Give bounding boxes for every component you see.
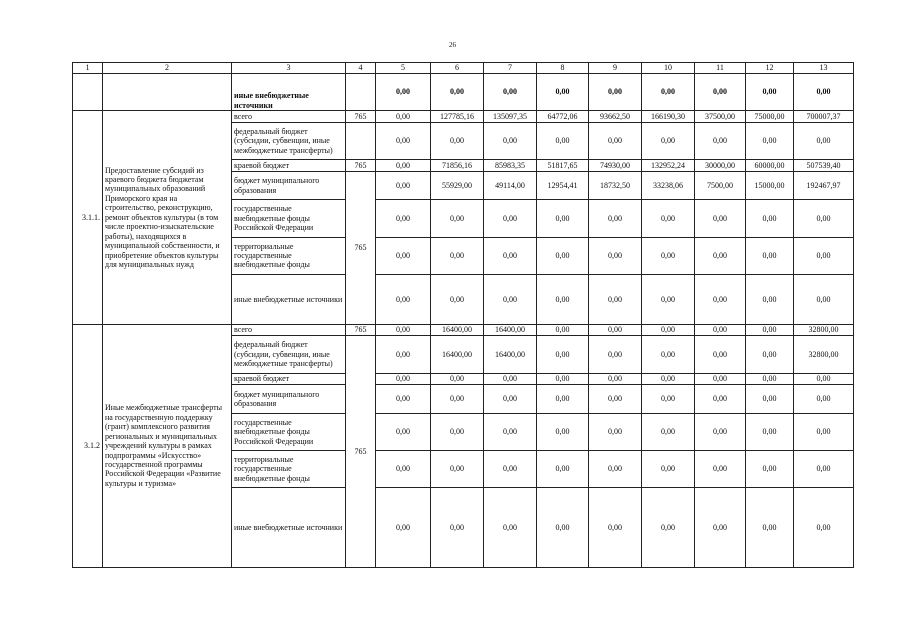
amount-cell: 135097,35	[484, 111, 537, 123]
amount-cell: 16400,00	[431, 336, 484, 373]
amount-cell: 16400,00	[431, 324, 484, 336]
amount-cell: 0,00	[589, 74, 642, 111]
amount-cell: 0,00	[695, 74, 746, 111]
funding-source: иные внебюджетные источники	[232, 274, 346, 324]
amount-cell: 0,00	[589, 336, 642, 373]
amount-cell: 0,00	[376, 74, 431, 111]
amount-cell: 0,00	[589, 413, 642, 450]
amount-cell: 0,00	[746, 122, 794, 159]
amount-cell: 0,00	[431, 274, 484, 324]
amount-cell: 0,00	[484, 385, 537, 414]
budget-code: 765	[346, 171, 376, 324]
amount-cell: 0,00	[484, 237, 537, 274]
funding-source: иные внебюджетные источники	[232, 488, 346, 568]
funding-source: иные внебюджетные источники	[232, 74, 346, 111]
amount-cell: 32800,00	[794, 336, 854, 373]
funding-source: государственные внебюджетные фонды Российской Федерации	[232, 200, 346, 237]
funding-source: всего	[232, 111, 346, 123]
budget-code	[346, 122, 376, 159]
amount-cell: 0,00	[484, 488, 537, 568]
funding-row	[73, 324, 854, 336]
amount-cell: 0,00	[642, 413, 695, 450]
amount-cell: 0,00	[537, 373, 589, 385]
amount-cell: 0,00	[431, 122, 484, 159]
column-header: 8	[537, 63, 589, 74]
amount-cell: 0,00	[376, 488, 431, 568]
amount-cell: 0,00	[484, 451, 537, 488]
amount-cell: 0,00	[746, 385, 794, 414]
amount-cell: 0,00	[642, 336, 695, 373]
amount-cell: 0,00	[589, 373, 642, 385]
amount-cell: 0,00	[642, 451, 695, 488]
amount-cell: 0,00	[589, 451, 642, 488]
funding-source: краевой бюджет	[232, 160, 346, 172]
amount-cell: 0,00	[794, 274, 854, 324]
amount-cell: 0,00	[695, 237, 746, 274]
amount-cell: 0,00	[431, 413, 484, 450]
amount-cell: 55929,00	[431, 171, 484, 200]
amount-cell: 0,00	[794, 413, 854, 450]
amount-cell: 0,00	[642, 122, 695, 159]
amount-cell: 700007,37	[794, 111, 854, 123]
amount-cell: 0,00	[589, 488, 642, 568]
amount-cell: 0,00	[695, 385, 746, 414]
budget-code: 765	[346, 336, 376, 568]
amount-cell: 0,00	[537, 122, 589, 159]
budget-table-body	[73, 63, 854, 568]
funding-row	[73, 111, 854, 123]
amount-cell: 0,00	[376, 200, 431, 237]
amount-cell: 16400,00	[484, 324, 537, 336]
amount-cell: 0,00	[537, 413, 589, 450]
column-header: 12	[746, 63, 794, 74]
amount-cell: 0,00	[695, 324, 746, 336]
amount-cell: 71856,16	[431, 160, 484, 172]
amount-cell: 0,00	[794, 74, 854, 111]
amount-cell: 0,00	[376, 160, 431, 172]
amount-cell: 0,00	[376, 336, 431, 373]
amount-cell: 0,00	[642, 373, 695, 385]
amount-cell: 0,00	[695, 336, 746, 373]
amount-cell: 0,00	[695, 122, 746, 159]
amount-cell: 93662,50	[589, 111, 642, 123]
column-header: 13	[794, 63, 854, 74]
column-header: 1	[73, 63, 103, 74]
amount-cell: 0,00	[642, 74, 695, 111]
amount-cell: 12954,41	[537, 171, 589, 200]
amount-cell: 74930,00	[589, 160, 642, 172]
amount-cell: 0,00	[746, 274, 794, 324]
amount-cell: 0,00	[376, 385, 431, 414]
amount-cell: 0,00	[484, 373, 537, 385]
funding-source: территориальные государственные внебюджетные фонды	[232, 237, 346, 274]
column-header: 4	[346, 63, 376, 74]
amount-cell: 0,00	[642, 237, 695, 274]
empty-cell	[73, 74, 103, 111]
amount-cell: 0,00	[589, 274, 642, 324]
amount-cell: 0,00	[484, 413, 537, 450]
amount-cell: 0,00	[537, 488, 589, 568]
amount-cell: 0,00	[695, 451, 746, 488]
funding-source: всего	[232, 324, 346, 336]
amount-cell: 0,00	[794, 237, 854, 274]
item-index: 3.1.2	[73, 324, 103, 567]
amount-cell: 0,00	[589, 237, 642, 274]
amount-cell: 0,00	[537, 385, 589, 414]
column-header: 11	[695, 63, 746, 74]
amount-cell: 0,00	[431, 237, 484, 274]
funding-source: бюджет муниципального образования	[232, 385, 346, 414]
amount-cell: 0,00	[537, 74, 589, 111]
amount-cell: 132952,24	[642, 160, 695, 172]
budget-code: 765	[346, 324, 376, 336]
amount-cell: 0,00	[376, 171, 431, 200]
amount-cell: 0,00	[589, 324, 642, 336]
amount-cell: 0,00	[794, 385, 854, 414]
column-header: 7	[484, 63, 537, 74]
amount-cell: 64772,06	[537, 111, 589, 123]
funding-source: федеральный бюджет (субсидии, субвенции, иные межбюджетные трансферты)	[232, 122, 346, 159]
budget-table	[72, 62, 854, 568]
amount-cell: 0,00	[695, 413, 746, 450]
amount-cell: 0,00	[376, 237, 431, 274]
amount-cell: 0,00	[695, 488, 746, 568]
amount-cell: 0,00	[794, 122, 854, 159]
funding-source: бюджет муниципального образования	[232, 171, 346, 200]
amount-cell: 0,00	[746, 451, 794, 488]
amount-cell: 0,00	[537, 237, 589, 274]
amount-cell: 0,00	[484, 200, 537, 237]
amount-cell: 0,00	[642, 385, 695, 414]
column-header: 5	[376, 63, 431, 74]
amount-cell: 75000,00	[746, 111, 794, 123]
amount-cell: 16400,00	[484, 336, 537, 373]
column-header-row	[73, 63, 854, 74]
amount-cell: 0,00	[431, 385, 484, 414]
amount-cell: 0,00	[746, 200, 794, 237]
column-header: 3	[232, 63, 346, 74]
amount-cell: 0,00	[376, 324, 431, 336]
funding-source: краевой бюджет	[232, 373, 346, 385]
amount-cell: 15000,00	[746, 171, 794, 200]
amount-cell: 49114,00	[484, 171, 537, 200]
amount-cell: 0,00	[746, 74, 794, 111]
page-number: 26	[449, 41, 456, 49]
carryover-row	[73, 74, 854, 111]
amount-cell: 0,00	[376, 111, 431, 123]
column-header: 6	[431, 63, 484, 74]
amount-cell: 7500,00	[695, 171, 746, 200]
amount-cell: 0,00	[376, 274, 431, 324]
amount-cell: 0,00	[537, 200, 589, 237]
amount-cell: 507539,40	[794, 160, 854, 172]
amount-cell: 0,00	[484, 274, 537, 324]
amount-cell: 166190,30	[642, 111, 695, 123]
amount-cell: 51817,65	[537, 160, 589, 172]
amount-cell: 0,00	[695, 274, 746, 324]
amount-cell: 0,00	[484, 122, 537, 159]
amount-cell: 0,00	[484, 74, 537, 111]
amount-cell: 32800,00	[794, 324, 854, 336]
amount-cell: 37500,00	[695, 111, 746, 123]
amount-cell: 0,00	[431, 451, 484, 488]
amount-cell: 0,00	[537, 451, 589, 488]
amount-cell: 0,00	[376, 451, 431, 488]
amount-cell: 0,00	[376, 413, 431, 450]
amount-cell: 0,00	[794, 488, 854, 568]
amount-cell: 0,00	[431, 488, 484, 568]
empty-cell	[346, 74, 376, 111]
budget-code: 765	[346, 160, 376, 172]
column-header: 10	[642, 63, 695, 74]
amount-cell: 60000,00	[746, 160, 794, 172]
amount-cell: 0,00	[642, 488, 695, 568]
funding-source: территориальные государственные внебюджетные фонды	[232, 451, 346, 488]
amount-cell: 0,00	[746, 488, 794, 568]
column-header: 2	[103, 63, 232, 74]
amount-cell: 192467,97	[794, 171, 854, 200]
funding-source: государственные внебюджетные фонды Российской Федерации	[232, 413, 346, 450]
amount-cell: 0,00	[537, 336, 589, 373]
amount-cell: 0,00	[642, 200, 695, 237]
empty-cell	[103, 74, 232, 111]
amount-cell: 0,00	[589, 200, 642, 237]
amount-cell: 0,00	[376, 373, 431, 385]
amount-cell: 0,00	[431, 200, 484, 237]
budget-code: 765	[346, 111, 376, 123]
amount-cell: 0,00	[642, 324, 695, 336]
funding-source: федеральный бюджет (субсидии, субвенции, иные межбюджетные трансферты)	[232, 336, 346, 373]
amount-cell: 0,00	[746, 237, 794, 274]
amount-cell: 0,00	[695, 200, 746, 237]
item-index: 3.1.1.	[73, 111, 103, 324]
amount-cell: 0,00	[746, 373, 794, 385]
amount-cell: 30000,00	[695, 160, 746, 172]
amount-cell: 0,00	[794, 200, 854, 237]
amount-cell: 0,00	[642, 274, 695, 324]
item-name: Предоставление субсидий из краевого бюджета бюджетам муниципальных образований Приморского края на строительство, реконструкцию, ремонт объектов культуры (в том числе проектно-изыскательские работы), находящихся в муниципальной собственности, и приобретение объектов культуры для муниципальных нужд	[103, 111, 232, 324]
amount-cell: 0,00	[376, 122, 431, 159]
amount-cell: 0,00	[794, 451, 854, 488]
amount-cell: 0,00	[431, 74, 484, 111]
amount-cell: 0,00	[589, 385, 642, 414]
amount-cell: 18732,50	[589, 171, 642, 200]
amount-cell: 127785,16	[431, 111, 484, 123]
amount-cell: 0,00	[746, 324, 794, 336]
amount-cell: 85983,35	[484, 160, 537, 172]
amount-cell: 0,00	[794, 373, 854, 385]
amount-cell: 0,00	[589, 122, 642, 159]
amount-cell: 0,00	[746, 336, 794, 373]
amount-cell: 33238,06	[642, 171, 695, 200]
amount-cell: 0,00	[537, 274, 589, 324]
amount-cell: 0,00	[746, 413, 794, 450]
column-header: 9	[589, 63, 642, 74]
amount-cell: 0,00	[695, 373, 746, 385]
amount-cell: 0,00	[431, 373, 484, 385]
item-name: Иные межбюджетные трансферты на государственную поддержку (грант) комплексного развития региональных и муниципальных учреждений культуры в рамках подпрограммы «Искусство» государственной программы Российской Федерации «Развитие культуры и туризма»	[103, 324, 232, 567]
amount-cell: 0,00	[537, 324, 589, 336]
